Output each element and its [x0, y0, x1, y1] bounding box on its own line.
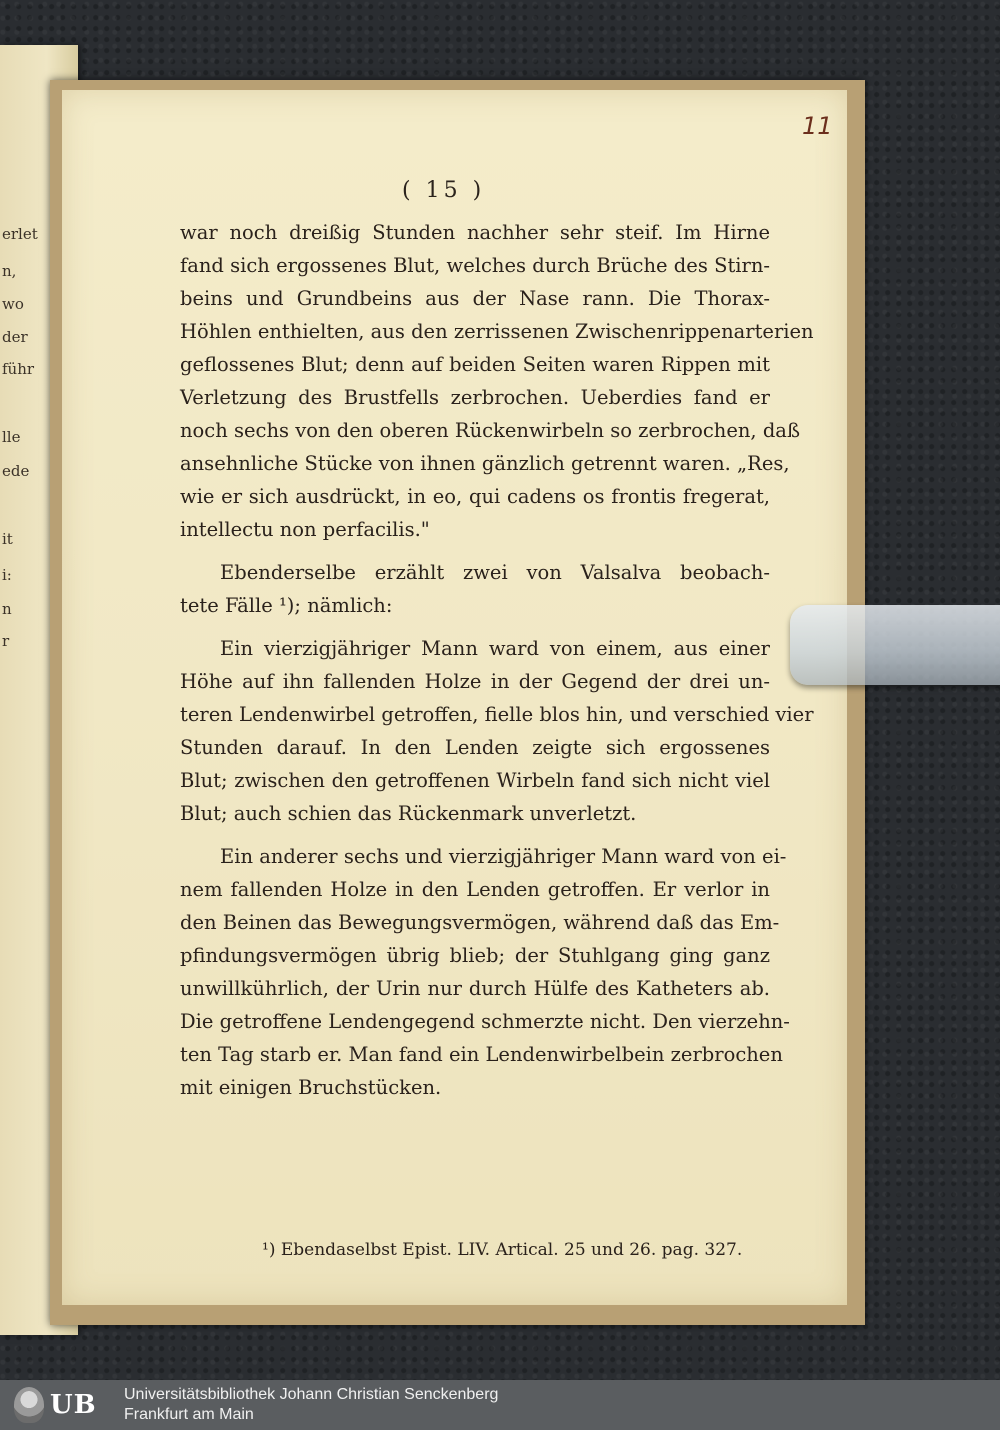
- text-line: war noch dreißig Stunden nachher sehr steif. Im Hirne: [180, 221, 770, 244]
- paragraph-gap: [180, 622, 770, 632]
- left-page-fragment: lle: [2, 428, 21, 446]
- text-line: Stunden darauf. In den Lenden zeigte sich ergossenes: [180, 736, 770, 759]
- text-line: Verletzung des Brustfells zerbrochen. Ueberdies fand er: [180, 386, 770, 409]
- left-page-fragment: ede: [2, 462, 30, 480]
- left-page-fragment: it: [2, 530, 13, 548]
- text-line: Blut; auch schien das Rückenmark unverletzt.: [180, 802, 637, 825]
- page-body-text: [180, 216, 814, 1104]
- text-line: Blut; zwischen den getroffenen Wirbeln fand sich nicht viel: [180, 769, 770, 792]
- left-page-fragment: führ: [2, 360, 35, 378]
- paragraph: [180, 632, 814, 830]
- library-name-line1: Universitätsbibliothek Johann Christian Senckenberg: [124, 1386, 499, 1403]
- library-name: [124, 1385, 498, 1425]
- page-number: ( 15 ): [402, 178, 486, 203]
- text-line: noch sechs von den oberen Rückenwirbeln so zerbrochen, daß: [180, 419, 800, 442]
- text-line: intellectu non perfacilis.": [180, 518, 430, 541]
- left-page-fragment: wo: [2, 295, 24, 313]
- text-line: mit einigen Bruchstücken.: [180, 1076, 442, 1099]
- folio-mark: 11: [802, 112, 833, 140]
- text-line: beins und Grundbeins aus der Nase rann. Die Thorax-: [180, 287, 770, 310]
- left-page-fragment: r: [2, 632, 10, 650]
- left-page-fragment: n,: [2, 262, 17, 280]
- portrait-icon: [14, 1387, 44, 1423]
- text-line: geflossenes Blut; denn auf beiden Seiten waren Rippen mit: [180, 353, 770, 376]
- left-page-fragment: erlet: [2, 225, 38, 243]
- paragraph: [180, 216, 814, 546]
- page-weight: [790, 605, 1000, 685]
- paragraph-gap: [180, 830, 770, 840]
- ub-logo: [14, 1387, 114, 1423]
- text-line: Ein anderer sechs und vierzigjähriger Mann ward von ei-: [220, 845, 787, 868]
- paragraph: [180, 840, 790, 1104]
- left-page-fragment: i:: [2, 566, 12, 584]
- ub-logo-text: UB: [50, 1390, 97, 1420]
- left-page-fragment: der: [2, 328, 28, 346]
- text-line: wie er sich ausdrückt, in eo, qui cadens os frontis fregerat,: [180, 485, 770, 508]
- text-line: tete Fälle ¹); nämlich:: [180, 594, 393, 617]
- left-page-fragment: n: [2, 600, 12, 618]
- library-name-line2: Frankfurt am Main: [124, 1406, 254, 1423]
- text-line: ten Tag starb er. Man fand ein Lendenwirbelbein zerbrochen: [180, 1043, 783, 1066]
- text-line: Höhlen enthielten, aus den zerrissenen Zwischenrippenarterien: [180, 320, 814, 343]
- text-line: ansehnliche Stücke von ihnen gänzlich getrennt waren. „Res,: [180, 452, 790, 475]
- text-line: unwillkührlich, der Urin nur durch Hülfe des Katheters ab.: [180, 977, 770, 1000]
- text-line: teren Lendenwirbel getroffen, fielle blos hin, und verschied vier: [180, 703, 814, 726]
- text-line: den Beinen das Bewegungsvermögen, während daß das Em-: [180, 911, 780, 934]
- text-line: nem fallenden Holze in den Lenden getroffen. Er verlor in: [180, 878, 770, 901]
- text-line: Ebenderselbe erzählt zwei von Valsalva beobach-: [220, 561, 770, 584]
- library-footer: [0, 1380, 1000, 1430]
- text-line: Die getroffene Lendengegend schmerzte nicht. Den vierzehn-: [180, 1010, 790, 1033]
- paragraph-gap: [180, 546, 770, 556]
- footnote: ¹) Ebendaselbst Epist. LIV. Artical. 25 und 26. pag. 327.: [262, 1240, 743, 1260]
- text-line: Ein vierzigjähriger Mann ward von einem, aus einer: [220, 637, 770, 660]
- text-line: fand sich ergossenes Blut, welches durch Brüche des Stirn-: [180, 254, 770, 277]
- paragraph: [180, 556, 770, 622]
- book-page: [62, 90, 847, 1305]
- text-line: Höhe auf ihn fallenden Holze in der Gegend der drei un-: [180, 670, 770, 693]
- text-line: pfindungsvermögen übrig blieb; der Stuhlgang ging ganz: [180, 944, 770, 967]
